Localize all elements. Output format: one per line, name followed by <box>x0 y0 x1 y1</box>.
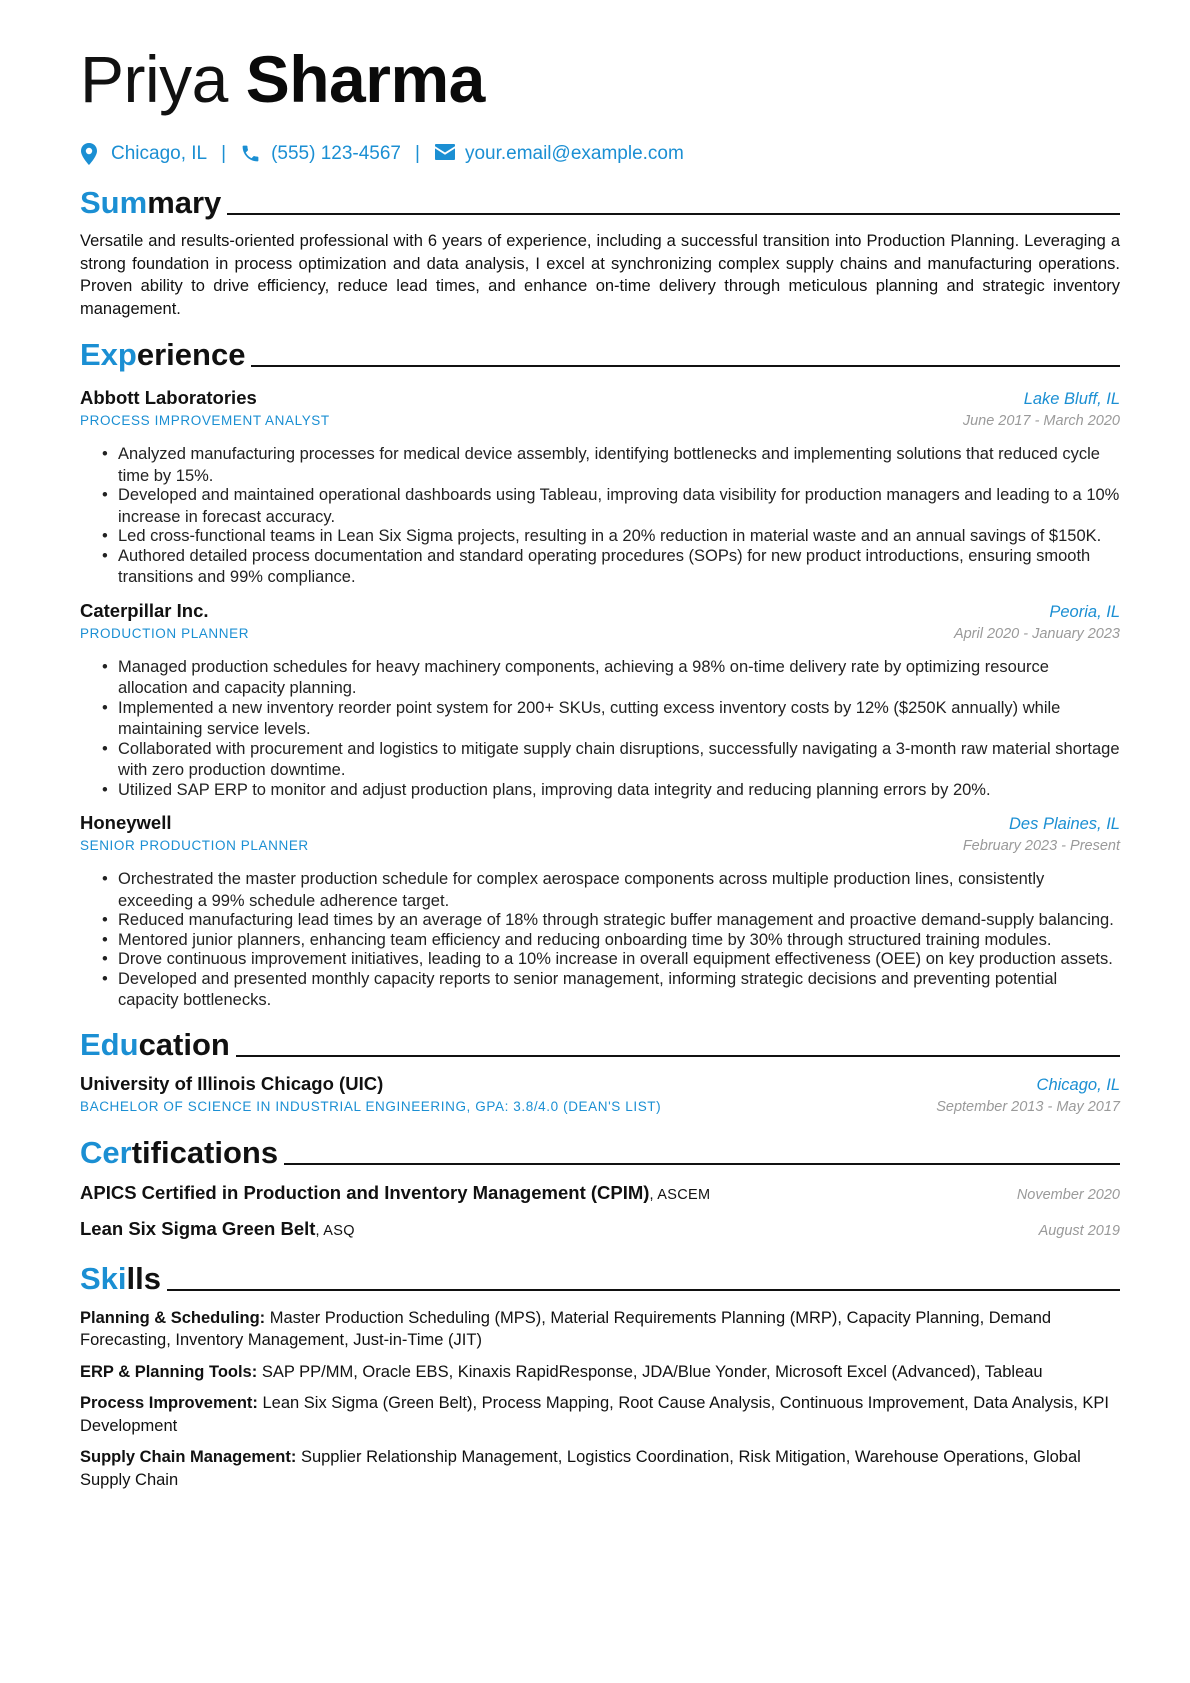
contact-phone[interactable] <box>240 143 401 165</box>
candidate-name <box>80 38 1120 120</box>
job-bullet: • Orchestrated the master production schedule for complex aerospace components across multiple production lines, consistently exceeding a 99% schedule adherence target. <box>80 869 1120 912</box>
job-bullet: • Utilized SAP ERP to monitor and adjust production plans, improving data integrity and reducing planning errors by 20%. <box>80 780 1120 802</box>
job-dates: February 2023 - Present <box>962 838 1120 854</box>
degree: BACHELOR OF SCIENCE IN INDUSTRIAL ENGINEERING, GPA: 3.8/4.0 (DEAN'S LIST) <box>80 1098 662 1114</box>
phone-text: (555) 123-4567 <box>271 143 401 164</box>
certification-item <box>80 1182 1120 1208</box>
contact-email[interactable] <box>434 143 684 165</box>
education-entry <box>80 1072 1120 1118</box>
contact-separator: | <box>415 143 420 164</box>
education-heading <box>80 1024 1120 1064</box>
skill-list: Lean Six Sigma (Green Belt), Process Mapping, Root Cause Analysis, Continuous Improvement, Data Analysis, KPI Development <box>80 1394 1109 1435</box>
certification-issuer: , ASQ <box>315 1222 355 1239</box>
job-entry <box>80 599 1120 802</box>
experience-heading-rest: erience <box>136 337 246 372</box>
experience-heading <box>80 334 1120 374</box>
skill-group <box>80 1446 1120 1491</box>
section-divider <box>227 213 1120 215</box>
phone-icon <box>240 143 262 165</box>
skills-heading-accent: Ski <box>80 1260 127 1296</box>
job-bullet: • Analyzed manufacturing processes for medical device assembly, identifying bottlenecks and implementing solutions that reduced cycle time by 15%. <box>80 444 1120 487</box>
school-name: University of Illinois Chicago (UIC) <box>80 1072 384 1094</box>
job-entry <box>80 811 1120 1012</box>
job-dates: April 2020 - January 2023 <box>953 625 1120 642</box>
summary-heading-accent: Sum <box>80 185 148 220</box>
skill-category: ERP & Planning Tools: <box>80 1362 258 1381</box>
job-bullet: • Reduced manufacturing lead times by an average of 18% through strategic buffer management and proactive demand-supply balancing. <box>80 910 1120 932</box>
experience-heading-accent: Exp <box>80 337 137 372</box>
contact-separator: | <box>221 143 227 164</box>
certification-date: August 2019 <box>1038 1222 1120 1239</box>
job-bullet: • Implemented a new inventory reorder point system for 200+ SKUs, cutting excess inventory costs by 12% ($250K annually) while maintaining service levels. <box>80 698 1120 741</box>
certifications-heading <box>80 1132 1120 1172</box>
section-divider <box>284 1163 1120 1165</box>
education-heading-accent: Edu <box>80 1026 139 1062</box>
skill-category: Supply Chain Management: <box>80 1448 297 1466</box>
company-name: Abbott Laboratories <box>80 387 257 408</box>
skill-list: Master Production Scheduling (MPS), Material Requirements Planning (MRP), Capacity Planning, Demand Forecasting, Inventory Management, Just-in-Time (JIT) <box>80 1308 1052 1349</box>
skills-heading <box>80 1258 1120 1298</box>
skills-heading-rest: lls <box>126 1260 161 1296</box>
skill-group <box>80 1307 1120 1352</box>
job-bullet: • Authored detailed process documentation and standard operating procedures (SOPs) for new product introductions, ensuring smooth transitions and 99% compliance. <box>80 546 1120 589</box>
job-bullets <box>80 657 1120 802</box>
education-dates: September 2013 - May 2017 <box>936 1098 1120 1115</box>
job-title: PRODUCTION PLANNER <box>80 625 250 641</box>
resume-content <box>80 38 1120 1491</box>
job-bullet: • Collaborated with procurement and logistics to mitigate supply chain disruptions, successfully navigating a 3-month raw material shortage with zero production downtime. <box>80 739 1120 782</box>
skill-list: SAP PP/MM, Oracle EBS, Kinaxis RapidResponse, JDA/Blue Yonder, Microsoft Excel (Advanced), Tableau <box>257 1362 1043 1381</box>
company-name: Honeywell <box>80 812 172 833</box>
envelope-icon <box>434 143 456 165</box>
job-bullet: • Managed production schedules for heavy machinery components, achieving a 98% on-time delivery rate by optimizing resource allocation and capacity planning. <box>80 657 1120 700</box>
job-title: SENIOR PRODUCTION PLANNER <box>80 838 309 853</box>
skill-category: Process Improvement: <box>80 1394 258 1412</box>
job-bullets <box>80 869 1120 1012</box>
job-bullets <box>80 444 1120 589</box>
job-bullet: • Mentored junior planners, enhancing team efficiency and reducing onboarding time by 30% through structured training modules. <box>80 930 1120 952</box>
contact-location <box>80 143 207 165</box>
school-location: Chicago, IL <box>1036 1075 1120 1094</box>
summary-text: Versatile and results-oriented professional with 6 years of experience, including a successful transition into Production Planning. Leveraging a strong foundation in process optimization and data analysis, I excel at synchronizing complex supply chains and manufacturing operations. Proven ability to drive efficiency, reduce lead times, and enhance on-time delivery through meticulous planning and strategic inventory management. <box>80 232 1120 318</box>
first-name: Priya <box>80 42 228 116</box>
job-bullet: • Drove continuous improvement initiatives, leading to a 10% increase in overall equipment effectiveness (OEE) on key production assets. <box>80 949 1120 971</box>
certification-date: November 2020 <box>1016 1186 1120 1203</box>
skill-category: Planning & Scheduling: <box>80 1308 266 1327</box>
certification-item <box>80 1218 1120 1244</box>
job-location: Lake Bluff, IL <box>1023 390 1120 408</box>
summary-heading <box>80 182 1120 222</box>
skill-list: Supplier Relationship Management, Logistics Coordination, Risk Mitigation, Warehouse Operations, Global Supply Chain <box>80 1448 1081 1489</box>
job-bullet: • Developed and presented monthly capacity reports to senior management, informing strategic decisions and preventing potential capacity bottlenecks. <box>80 969 1120 1012</box>
certification-name: Lean Six Sigma Green Belt <box>80 1217 316 1239</box>
company-name: Caterpillar Inc. <box>80 599 209 621</box>
contact-bar <box>80 140 1120 168</box>
education-heading-rest: cation <box>138 1026 230 1062</box>
section-divider <box>251 365 1120 367</box>
skill-group <box>80 1361 1120 1384</box>
map-pin-icon <box>80 143 102 165</box>
job-location: Des Plaines, IL <box>1009 815 1120 833</box>
job-title: PROCESS IMPROVEMENT ANALYST <box>80 413 330 428</box>
last-name: Sharma <box>245 42 485 116</box>
certifications-heading-accent: Cer <box>80 1134 132 1170</box>
job-dates: June 2017 - March 2020 <box>962 413 1120 429</box>
email-link[interactable]: your.email@example.com <box>464 143 684 164</box>
section-divider <box>167 1289 1120 1291</box>
job-location: Peoria, IL <box>1049 602 1120 621</box>
certification-issuer: , ASCEM <box>649 1186 711 1203</box>
job-bullet: • Developed and maintained operational dashboards using Tableau, improving data visibility for production managers and leading to a 10% increase in forecast accuracy. <box>80 485 1120 528</box>
section-divider <box>236 1055 1120 1057</box>
skill-group <box>80 1392 1120 1437</box>
certification-name: APICS Certified in Production and Inventory Management (CPIM) <box>80 1181 650 1203</box>
job-entry <box>80 386 1120 589</box>
summary-heading-rest: mary <box>147 185 222 220</box>
job-bullet: • Led cross-functional teams in Lean Six Sigma projects, resulting in a 20% reduction in material waste and an annual savings of $150K. <box>80 526 1120 548</box>
location-text: Chicago, IL <box>111 143 208 164</box>
certifications-heading-rest: tifications <box>131 1134 279 1170</box>
